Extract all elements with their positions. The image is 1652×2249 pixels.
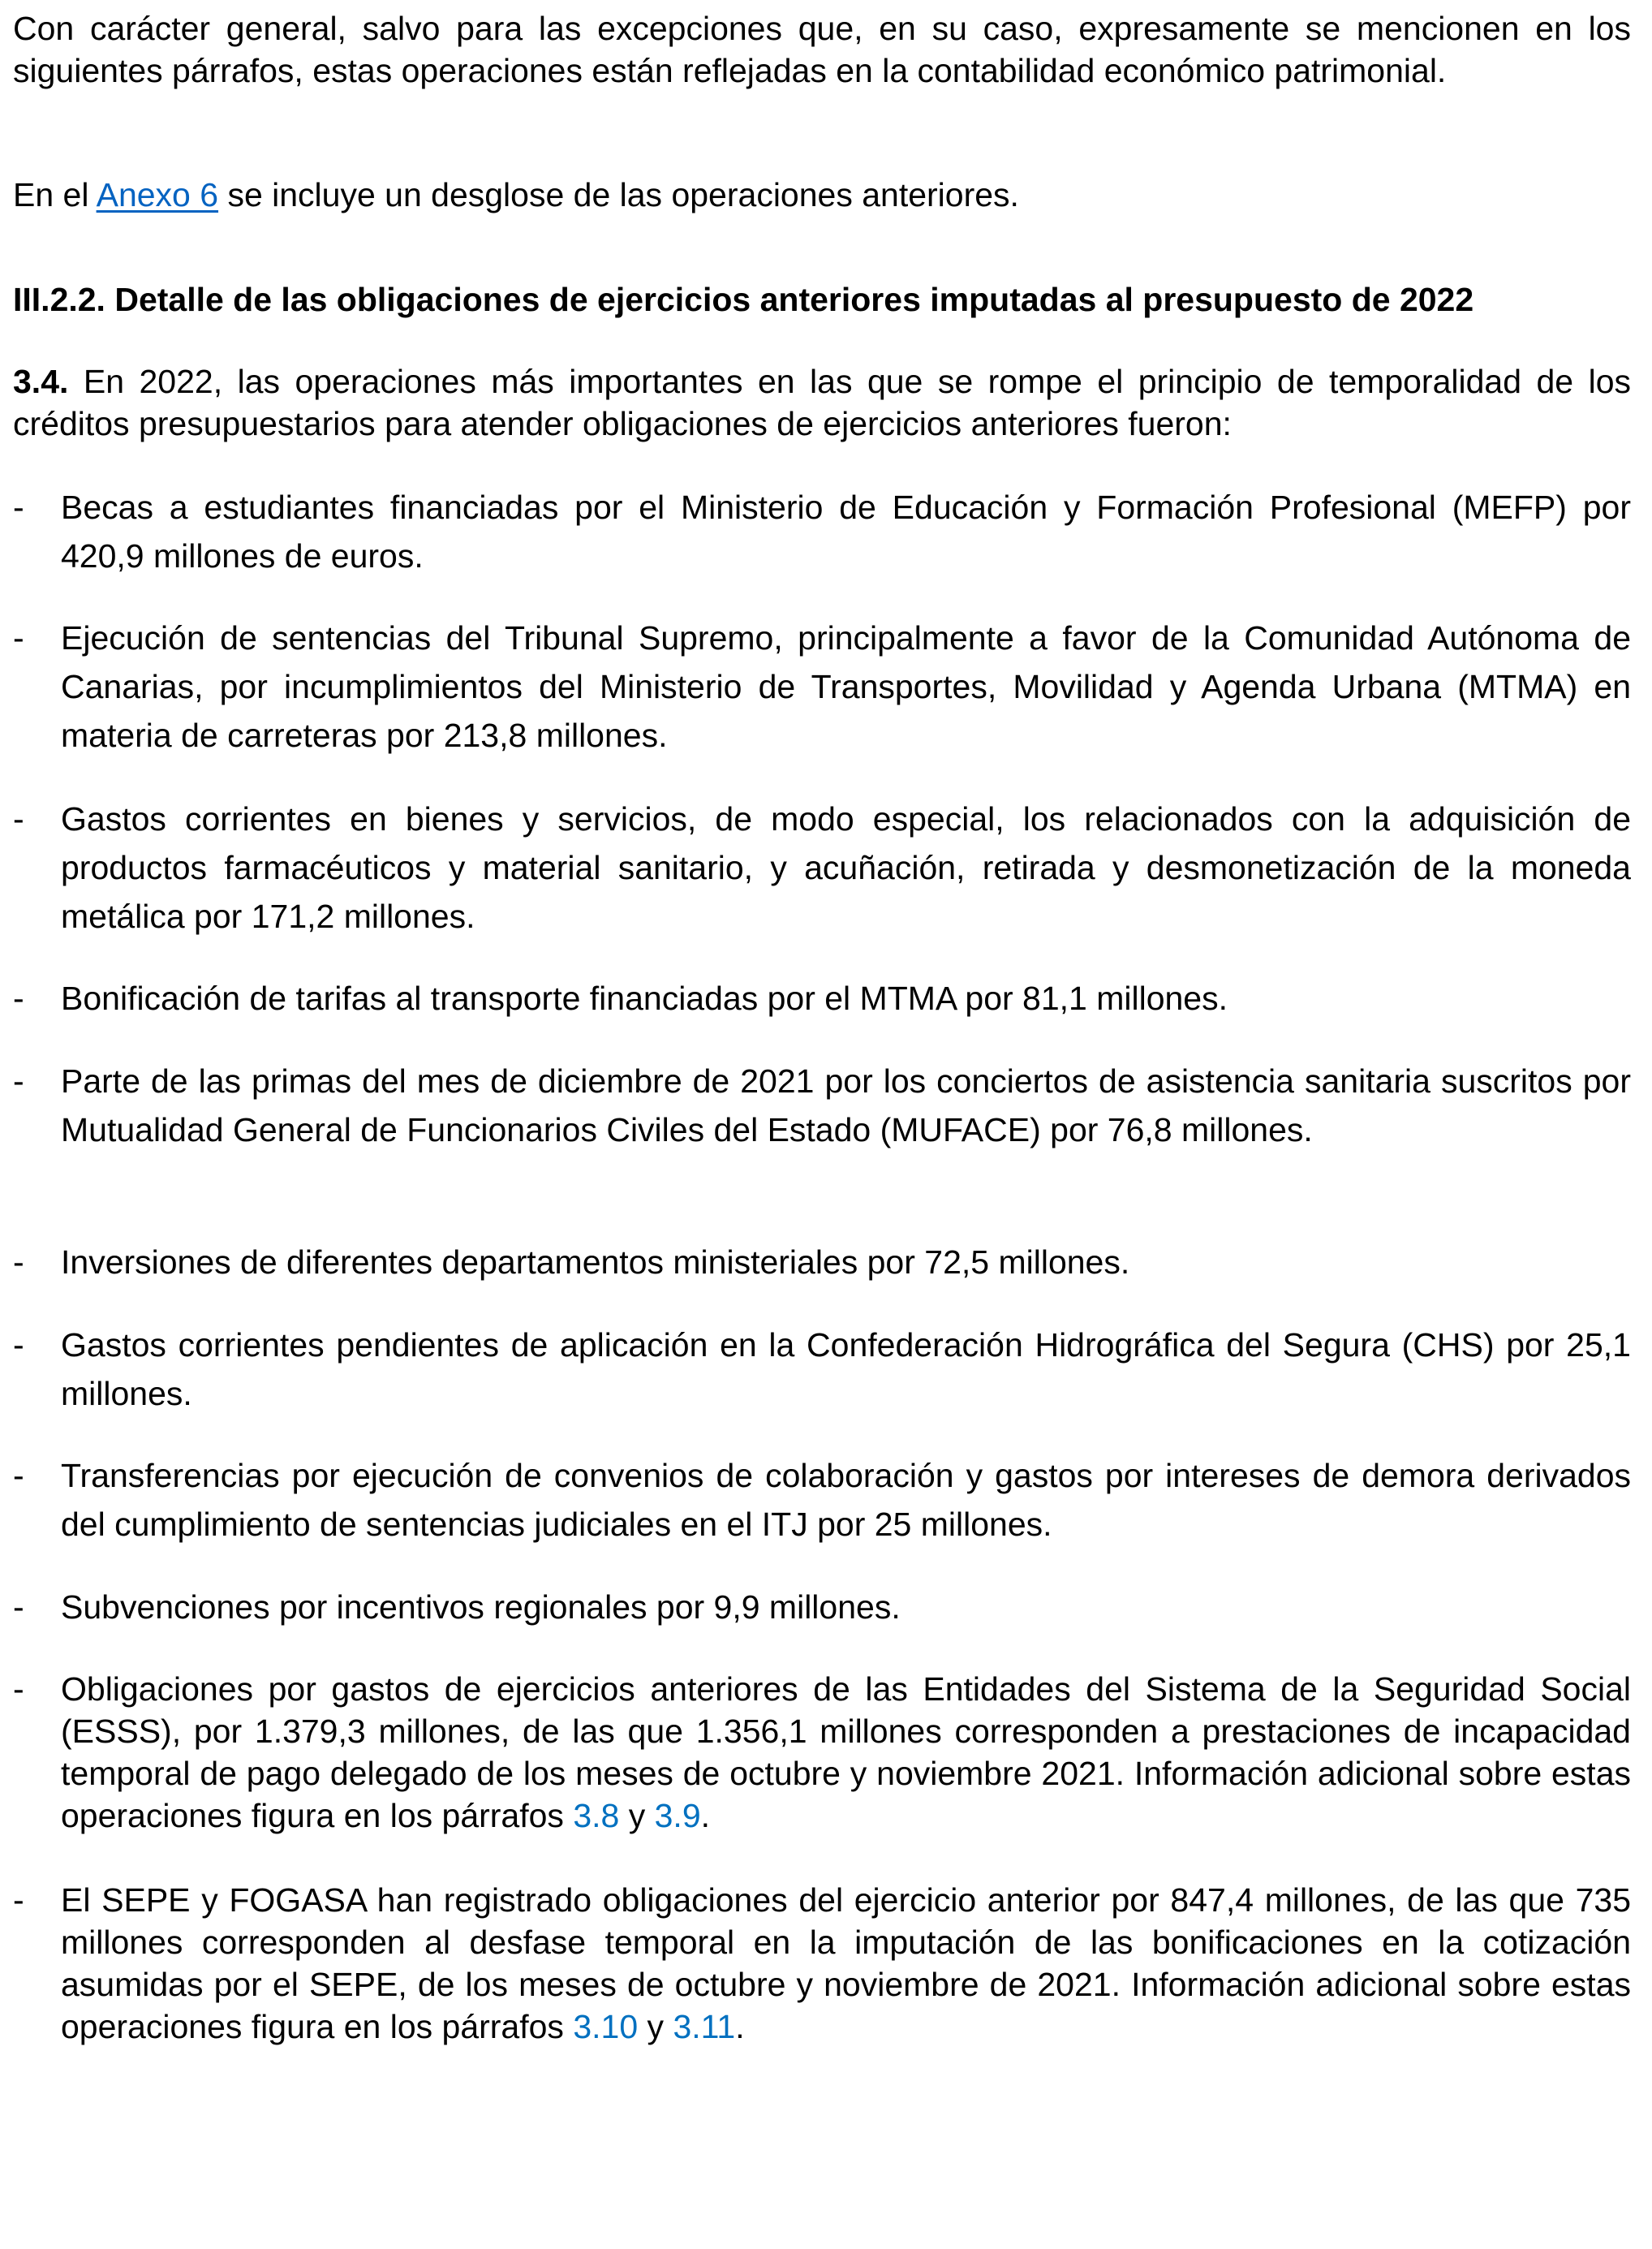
annex-paragraph	[13, 174, 1631, 216]
item-text-end: .	[700, 1797, 711, 1834]
bullet-dash: -	[13, 1588, 24, 1626]
list-item-text: Subvenciones por incentivos regionales por 9,9 millones.	[61, 1588, 901, 1626]
bullet-dash: -	[13, 1670, 24, 1708]
annex-text-before: En el	[13, 176, 97, 213]
list-item-text: Becas a estudiantes financiadas por el Ministerio de Educación y Formación Profesional (MEFP) por 420,9 millones de euros.	[61, 489, 1631, 575]
paragraph-3-8-link[interactable]: 3.8	[573, 1797, 620, 1834]
list-item-text: Inversiones de diferentes departamentos ministeriales por 72,5 millones.	[61, 1243, 1130, 1281]
item-text-end: .	[735, 2008, 745, 2045]
list-item-text: Transferencias por ejecución de convenios de colaboración y gastos por intereses de demora derivados del cumplimiento de sentencias judiciales en el ITJ por 25 millones.	[61, 1457, 1631, 1543]
annex-6-link[interactable]: Anexo 6	[96, 176, 219, 213]
list-item-text	[61, 1668, 1631, 1837]
list-item-text: Parte de las primas del mes de diciembre de 2021 por los conciertos de asistencia sanitaria suscritos por Mutualidad General de Funcionarios Civiles del Estado (MUFACE) por 76,8 millones.	[61, 1062, 1631, 1148]
annex-text-after: se incluye un desglose de las operaciones anteriores.	[218, 176, 1019, 213]
bullet-dash: -	[13, 980, 24, 1017]
paragraph-3-11-link[interactable]: 3.11	[673, 2008, 736, 2045]
section-heading: III.2.2. Detalle de las obligaciones de ejercicios anteriores imputadas al presupuesto de 2022	[13, 281, 1474, 318]
list-item-text: Gastos corrientes en bienes y servicios, de modo especial, los relacionados con la adquisición de productos farmacéuticos y material sanitario, y acuñación, retirada y desmonetización de la moneda metálica por 171,2 millones.	[61, 800, 1631, 935]
item-text-mid: y	[638, 2008, 673, 2045]
item-text: El SEPE y FOGASA han registrado obligaciones del ejercicio anterior por 847,4 millones, de las que 735 millones corresponden al desfase temporal en la imputación de las bonificaciones en la cotización asumidas por el SEPE, de los meses de octubre y noviembre de 2021. Información adicional sobre estas operaciones figura en los párrafos	[61, 1881, 1631, 2045]
bullet-dash: -	[13, 1881, 24, 1919]
bullet-dash: -	[13, 1457, 24, 1494]
item-text: Obligaciones por gastos de ejercicios anteriores de las Entidades del Sistema de la Seguridad Social (ESSS), por 1.379,3 millones, de las que 1.356,1 millones corresponden a prestaciones de incapacidad temporal de pago delegado de los meses de octubre y noviembre 2021. Información adicional sobre estas operaciones figura en los párrafos	[61, 1670, 1631, 1834]
paragraph-3-10-link[interactable]: 3.10	[573, 2008, 639, 2045]
list-item-text: Bonificación de tarifas al transporte financiadas por el MTMA por 81,1 millones.	[61, 980, 1228, 1017]
paragraph-text: En 2022, las operaciones más importantes en las que se rompe el principio de temporalidad de los créditos presupuestarios para atender obligaciones de ejercicios anteriores fueron:	[13, 363, 1631, 442]
bullet-dash: -	[13, 489, 24, 526]
paragraph-3-4	[13, 360, 1631, 445]
intro-paragraph: Con carácter general, salvo para las excepciones que, en su caso, expresamente se mencionen en los siguientes párrafos, estas operaciones están reflejadas en la contabilidad económico patrimonial.	[13, 10, 1631, 89]
bullet-dash: -	[13, 619, 24, 657]
bullet-dash: -	[13, 1326, 24, 1364]
paragraph-3-9-link[interactable]: 3.9	[654, 1797, 701, 1834]
bullet-dash: -	[13, 1243, 24, 1281]
bullet-dash: -	[13, 1062, 24, 1100]
paragraph-number: 3.4.	[13, 363, 69, 400]
list-item-text	[61, 1879, 1631, 2048]
bullet-dash: -	[13, 800, 24, 838]
list-item-text: Ejecución de sentencias del Tribunal Supremo, principalmente a favor de la Comunidad Autónoma de Canarias, por incumplimientos del Ministerio de Transportes, Movilidad y Agenda Urbana (MTMA) en materia de carreteras por 213,8 millones.	[61, 619, 1631, 754]
item-text-mid: y	[619, 1797, 655, 1834]
list-item-text: Gastos corrientes pendientes de aplicación en la Confederación Hidrográfica del Segura (CHS) por 25,1 millones.	[61, 1326, 1631, 1412]
